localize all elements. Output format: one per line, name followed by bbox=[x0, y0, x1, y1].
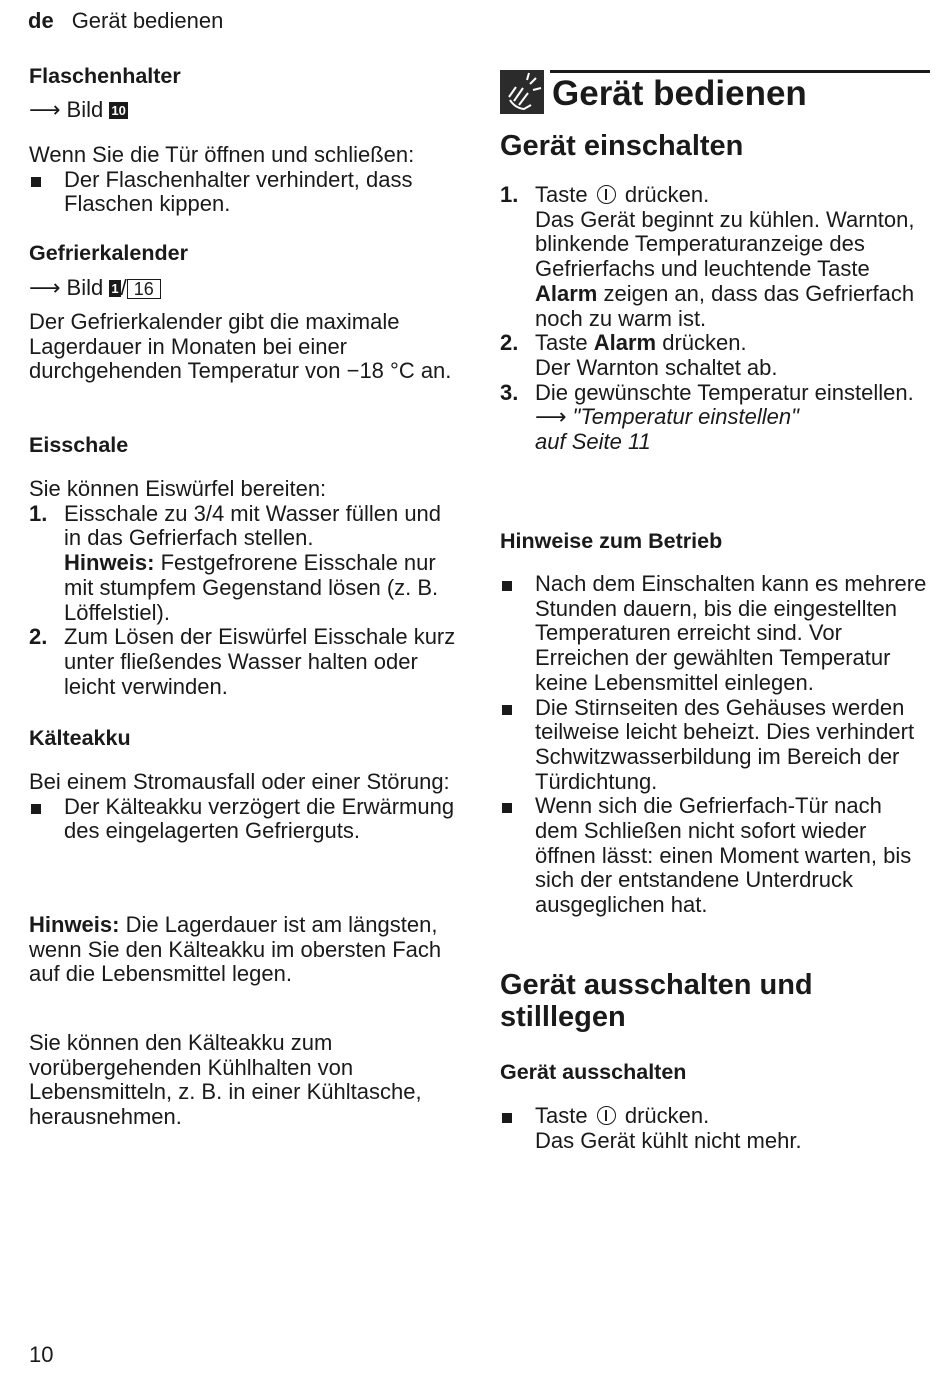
list-item bbox=[500, 1104, 950, 1153]
betrieb-list bbox=[500, 572, 930, 918]
language-code: de bbox=[28, 8, 54, 33]
step-number: 2. bbox=[500, 330, 519, 356]
step-text: drücken. bbox=[662, 330, 747, 356]
kaelteakku-body bbox=[29, 770, 459, 844]
chapter-heading bbox=[500, 70, 930, 118]
step-result: Das Gerät kühlt nicht mehr. bbox=[535, 1127, 802, 1153]
step-number: 2. bbox=[29, 624, 48, 650]
right-column bbox=[500, 0, 930, 1153]
list-item: Nach dem Einschalten kann es mehrere Stunden dauern, bis die eingestellten Temperaturen erreicht sind. Vor Erreichen der gewählten Temperatur keine Lebensmittel einlegen. bbox=[500, 572, 930, 696]
step-text: drücken. bbox=[624, 1103, 710, 1128]
cross-reference-page[interactable]: auf Seite 11 bbox=[535, 429, 651, 455]
hint bbox=[29, 551, 459, 625]
arrow-icon: ⟶ bbox=[535, 404, 567, 430]
paragraph: Sie können Eiswürfel bereiten: bbox=[29, 476, 327, 501]
step-number: 1. bbox=[29, 500, 48, 526]
list-item bbox=[500, 183, 930, 331]
heading-geraet-ausschalten-stilllegen: Gerät ausschalten und stilllegen bbox=[500, 969, 813, 1033]
page-number: 10 bbox=[29, 1342, 54, 1367]
step-text: Die gewünschte Temperatur einstellen. bbox=[535, 379, 914, 405]
step-result: Das Gerät beginnt zu kühlen. Warnton, blinkende Temperaturanzeige des Gefrierfachs und leuchtende Taste bbox=[535, 206, 915, 282]
figure-number: 1 bbox=[111, 281, 119, 296]
alarm-key-label: Alarm bbox=[593, 330, 657, 356]
step-text: Eisschale zu 3/4 mit Wasser füllen und in das Gefrierfach stellen. bbox=[64, 500, 442, 551]
step-text: Zum Lösen der Eiswürfel Eisschale kurz unter fließendes Wasser halten oder leicht verwinden. bbox=[64, 624, 456, 699]
paragraph: Sie können den Kälteakku zum vorübergehenden Kühlhalten von Lebensmitteln, z. B. in einer Kühltasche, herausnehmen. bbox=[29, 1030, 422, 1130]
heading-flaschenhalter: Flaschenhalter bbox=[29, 64, 181, 88]
ref-prefix: Bild bbox=[66, 275, 104, 300]
step-text: drücken. bbox=[624, 182, 710, 207]
step-result: Der Warnton schaltet ab. bbox=[535, 354, 778, 380]
heading-geraet-ausschalten: Gerät ausschalten bbox=[500, 1060, 687, 1084]
hint-text: Die Lagerdauer ist am längsten, wenn Sie den Kälteakku im obersten Fach auf die Lebensmittel legen. bbox=[29, 912, 442, 987]
list-item bbox=[500, 331, 930, 380]
figure-reference bbox=[29, 276, 459, 301]
hint-text: Festgefrorene Eisschale nur mit stumpfem Gegenstand lösen (z. B. Löffelstiel). bbox=[64, 550, 439, 625]
step-result: zeigen an, dass das Gefrierfach noch zu warm ist. bbox=[535, 280, 915, 331]
paragraph: Bei einem Stromausfall oder einer Störung: bbox=[29, 769, 450, 794]
power-icon bbox=[597, 1106, 616, 1125]
heading-hinweise-betrieb: Hinweise zum Betrieb bbox=[500, 529, 723, 553]
step-number: 3. bbox=[500, 379, 519, 405]
paragraph: Wenn Sie die Tür öffnen und schließen: bbox=[29, 142, 415, 167]
step-text: Taste bbox=[535, 182, 588, 207]
paragraph: Der Gefrierkalender gibt die maximale Lagerdauer in Monaten bei einer durchgehenden Temperatur von −18 °C an. bbox=[29, 309, 452, 384]
figure-number-outline: 16 bbox=[127, 279, 161, 299]
hand-press-icon bbox=[500, 70, 544, 114]
step-text: Taste bbox=[535, 1103, 588, 1128]
running-header bbox=[28, 6, 223, 36]
heading-kaelteakku: Kälteakku bbox=[29, 726, 131, 750]
hint-label: Hinweis: bbox=[64, 550, 155, 576]
hint-label: Hinweis: bbox=[29, 912, 120, 937]
ref-separator: / bbox=[120, 275, 127, 300]
list-item bbox=[29, 502, 459, 551]
hint bbox=[29, 913, 459, 987]
list-item: Der Kälteakku verzögert die Erwärmung des eingelagerten Gefrierguts. bbox=[29, 795, 459, 844]
cross-reference-link[interactable]: "Temperatur einstellen" bbox=[572, 404, 799, 430]
einschalten-steps bbox=[500, 183, 930, 455]
arrow-icon: ⟶ bbox=[29, 275, 61, 300]
step-number: 1. bbox=[500, 182, 519, 207]
power-icon bbox=[597, 185, 616, 204]
list-item: Die Stirnseiten des Gehäuses werden teilweise leicht beheizt. Dies verhindert Schwitzwasserbildung im Bereich der Türdichtung. bbox=[500, 696, 930, 795]
flaschenhalter-body bbox=[29, 143, 459, 217]
list-item: Wenn sich die Gefrierfach-Tür nach dem Schließen nicht sofort wieder öffnen lässt: einen Moment warten, bis sich der entstandene Unterdruck ausgeglichen hat. bbox=[500, 794, 930, 918]
list-item bbox=[500, 381, 930, 455]
header-title: Gerät bedienen bbox=[71, 8, 224, 33]
eisschale-body bbox=[29, 477, 459, 699]
heading-gefrierkalender: Gefrierkalender bbox=[29, 241, 188, 265]
figure-reference bbox=[29, 98, 459, 123]
list-item bbox=[29, 625, 459, 699]
arrow-icon: ⟶ bbox=[29, 97, 61, 122]
list-item: Der Flaschenhalter verhindert, dass Flaschen kippen. bbox=[29, 168, 459, 217]
chapter-title: Gerät bedienen bbox=[552, 74, 807, 113]
heading-geraet-einschalten: Gerät einschalten bbox=[500, 130, 744, 162]
alarm-key-label: Alarm bbox=[535, 280, 598, 306]
step-text: Taste bbox=[535, 330, 588, 356]
figure-number: 10 bbox=[111, 103, 126, 118]
heading-eisschale: Eisschale bbox=[29, 433, 129, 457]
ref-prefix: Bild bbox=[66, 97, 104, 122]
